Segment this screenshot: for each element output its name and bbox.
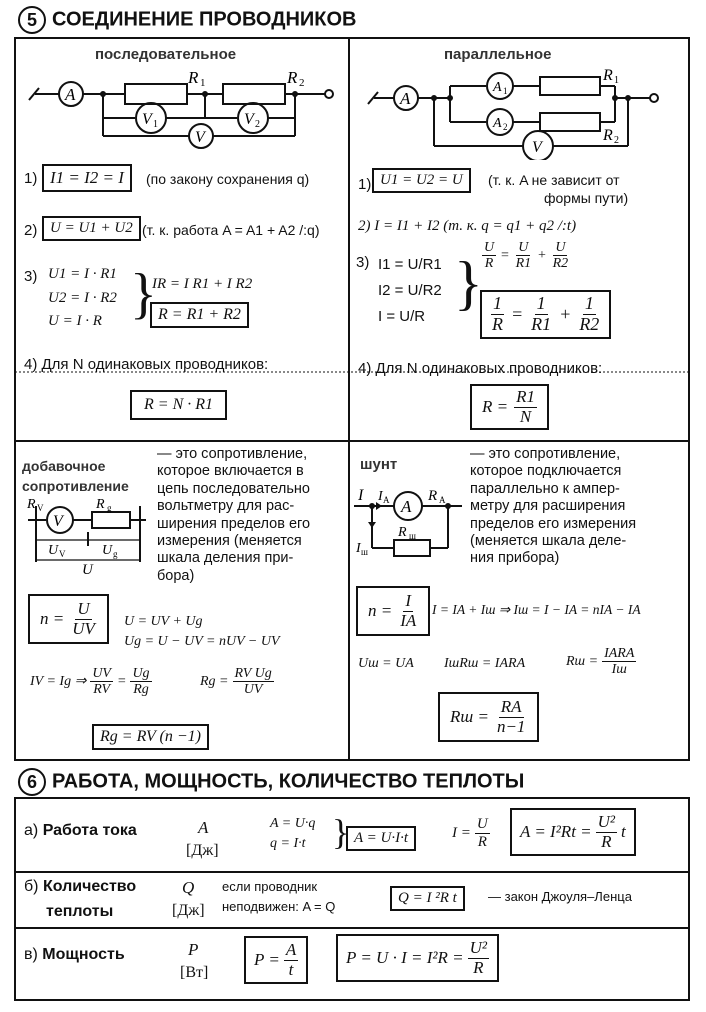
power-unit: [Вт] [180, 964, 209, 981]
series-current-formula: I1 = I2 = I [42, 164, 132, 192]
parallel-note-line-2: формы пути) [544, 190, 629, 206]
heat-unit: [Дж] [172, 902, 205, 919]
parallel-ohm-line-3: I = U/R [378, 308, 426, 325]
parallel-resistance-formula: $\frac{1}{R}$ = $\frac{1}{R1}$ + $\frac{1}{R2}$ [480, 290, 611, 339]
brace: } [130, 263, 157, 325]
svg-text:A: A [493, 80, 502, 95]
svg-text:R: R [603, 127, 613, 144]
svg-text:A: A [383, 495, 390, 505]
series-ohm-line-3: U = I · R [48, 313, 102, 329]
parallel-n-conductors-label: 4) Для N одинаковых проводников: [358, 360, 603, 377]
ohm-law: I = $\frac{U}{R}$ [452, 816, 488, 850]
work-eq-1: A = U·q [270, 816, 316, 831]
section-6-header [18, 768, 524, 796]
svg-text:1: 1 [200, 77, 206, 89]
shunt-ir-eq: IшRш = IARA [444, 656, 526, 671]
addres-n-formula: n = $\frac{U}{UV}$ [28, 594, 109, 644]
shunt-n-formula: n = $\frac{I}{IA}$ [356, 586, 430, 636]
svg-text:I: I [356, 541, 361, 556]
svg-text:I: I [358, 487, 364, 504]
svg-text:V: V [37, 503, 44, 513]
parallel-n-formula: R = $\frac{R1}{N}$ [470, 384, 549, 430]
svg-text:ш: ш [409, 531, 416, 541]
heat-note-2: неподвижен: A = Q [222, 899, 336, 914]
addres-title-1: добавочное [22, 458, 106, 474]
svg-text:V: V [195, 129, 205, 146]
power-formula-1: P = $\frac{A}{t}$ [244, 936, 308, 984]
shunt-description: — это сопротивление, которое подключается параллельно к ампер- метру для расширения пределов его измерения (меняется шкала деле- ния прибора) [470, 446, 637, 567]
svg-text:R: R [287, 68, 298, 87]
svg-text:A: A [400, 89, 411, 108]
parallel-current-formula: 2) I = I1 + I2 (т. к. q = q1 + q2 /:t) [358, 218, 577, 234]
series-circuit-diagram [25, 66, 345, 156]
svg-text:R: R [27, 497, 36, 512]
work-unit: [Дж] [186, 842, 219, 859]
svg-text:I: I [378, 489, 383, 504]
shunt-voltage-eq: Uш = UA [358, 656, 414, 671]
heat-label: б) Количество [24, 878, 137, 895]
series-n-conductors-label: 4) Для N одинаковых проводников: [24, 356, 269, 373]
work-symbol: A [198, 818, 209, 837]
series-n-formula: R = N · R1 [130, 390, 227, 420]
section-title: СОЕДИНЕНИЕ ПРОВОДНИКОВ [52, 8, 357, 31]
svg-text:2: 2 [255, 119, 260, 130]
power-label: в) Мощность [24, 946, 125, 963]
parallel-note-line-1: (т. к. A не зависит от [488, 172, 620, 188]
work-eq-2: q = I·t [270, 836, 306, 851]
parallel-ohm-line-1: I1 = U/R1 [378, 256, 442, 273]
svg-text:V: V [142, 111, 152, 128]
svg-text:2: 2 [299, 77, 305, 89]
parallel-ohm-line-2: I2 = U/R2 [378, 282, 442, 299]
addres-current-eq: IV = Ig ⇒ $\frac{UV}{RV}$ = $\frac{Ug}{Rg}$ [30, 666, 150, 698]
parallel-title: параллельное [444, 46, 552, 63]
svg-text:g: g [107, 503, 112, 513]
joule-lenz-formula: Q = I ²R t [390, 886, 465, 911]
power-symbol: P [188, 940, 199, 959]
shunt-title: шунт [360, 456, 398, 473]
svg-text:A: A [401, 497, 412, 516]
series-sum-expr: IR = I R1 + I R2 [152, 276, 253, 292]
work-label: а) Работа тока [24, 822, 137, 839]
svg-text:A: A [65, 85, 76, 104]
parallel-circuit-diagram [360, 64, 680, 160]
svg-text:R: R [428, 488, 438, 504]
section-number: 6 [18, 768, 46, 796]
parallel-item-3-label: 3) [356, 254, 370, 271]
svg-text:A: A [439, 495, 446, 505]
shunt-rsh-fraction: Rш = $\frac{\text{IARA}}{Iш}$ [566, 646, 635, 678]
svg-text:U: U [102, 543, 113, 558]
section-title: РАБОТА, МОЩНОСТЬ, КОЛИЧЕСТВО ТЕПЛОТЫ [52, 770, 525, 793]
section-number: 5 [18, 6, 46, 34]
heat-note-1: если проводник [222, 879, 318, 894]
svg-text:V: V [59, 549, 66, 559]
series-voltage-formula: U = U1 + U2 [42, 216, 141, 241]
addres-ug-expr: Ug = U − UV = nUV − UV [124, 634, 280, 649]
svg-text:2: 2 [614, 135, 619, 146]
series-item-3-label: 3) [24, 268, 38, 285]
series-current-note: (по закону сохранения q) [146, 171, 310, 187]
shunt-current-eq: I = IA + Iш ⇒ Iш = I − IA = nIA − IA [432, 602, 641, 617]
series-ohm-line-2: U2 = I · R2 [48, 290, 117, 306]
svg-text:A: A [493, 116, 502, 131]
addres-voltage-sum: U = UV + Ug [124, 614, 203, 629]
svg-text:R: R [398, 525, 407, 540]
power-formula-2: P = U · I = I²R = $\frac{\text{U²}}{R}$ [336, 934, 499, 982]
svg-text:R: R [188, 68, 199, 87]
svg-text:1: 1 [614, 75, 619, 86]
svg-text:g: g [113, 549, 118, 559]
svg-text:V: V [532, 139, 542, 156]
work-full-formula: A = I²Rt = $\frac{\text{U²}}{R}$ t [510, 808, 636, 856]
series-item-1-label: 1) [24, 170, 38, 187]
heat-symbol: Q [182, 878, 195, 897]
svg-text:ш: ш [361, 547, 368, 557]
shunt-circuit-diagram [352, 476, 464, 568]
series-ohm-line-1: U1 = I · R1 [48, 266, 117, 282]
brace: } [454, 250, 483, 316]
parallel-current-fraction-eq: $\frac{U}{R}$ = $\frac{U}{R1}$ + $\frac{U}{R2}$ [484, 240, 569, 272]
addres-description: — это сопротивление, которое включается в цепь последовательно вольтметру для рас- ширения пределов его измерения (меняется шкала деления при- бора) [157, 446, 311, 584]
series-title: последовательное [95, 46, 237, 63]
svg-text:V: V [244, 111, 254, 128]
joule-lenz-note: — закон Джоуля–Ленца [488, 889, 632, 904]
svg-text:U: U [48, 543, 59, 558]
parallel-voltage-formula: U1 = U2 = U [372, 168, 471, 193]
svg-text:1: 1 [503, 86, 508, 96]
heat-label-2: теплоты [46, 903, 114, 920]
shunt-rsh-formula: Rш = $\frac{RA}{n-1}$ [438, 692, 539, 742]
addres-rg-formula: Rg = RV (n −1) [92, 724, 209, 750]
addres-circuit-diagram [22, 496, 152, 576]
svg-text:2: 2 [503, 122, 508, 132]
series-item-2-label: 2) [24, 222, 38, 239]
series-voltage-note: (т. к. работа A = A1 + A2 /:q) [142, 222, 320, 238]
brace: } [332, 812, 350, 852]
svg-text:U: U [82, 562, 93, 576]
series-resistance-formula: R = R1 + R2 [150, 302, 249, 328]
svg-text:R: R [96, 497, 105, 512]
addres-title-2: сопротивление [22, 478, 129, 494]
svg-text:V: V [53, 513, 63, 530]
work-formula: A = U·I·t [346, 826, 416, 851]
addres-rg-fraction: Rg = $\frac{\text{RV Ug}}{UV}$ [200, 666, 272, 698]
svg-text:R: R [603, 67, 613, 84]
svg-text:1: 1 [153, 119, 158, 130]
parallel-item-1-label: 1) [358, 176, 372, 193]
